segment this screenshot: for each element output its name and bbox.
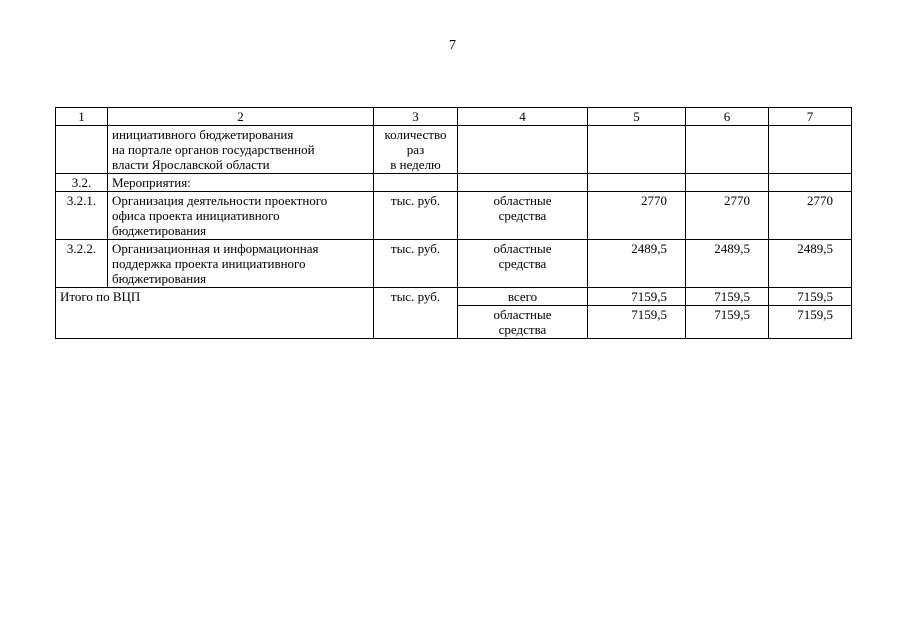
total-all-col-5: 7159,5 bbox=[588, 288, 686, 306]
cell-empty bbox=[56, 126, 108, 174]
cell-empty bbox=[588, 126, 686, 174]
row-number: 3.2.1. bbox=[56, 192, 108, 240]
value-col-6: 2489,5 bbox=[686, 240, 769, 288]
header-cell-7: 7 bbox=[769, 108, 852, 126]
value-col-5: 2489,5 bbox=[588, 240, 686, 288]
cell-empty bbox=[769, 126, 852, 174]
cell-empty bbox=[458, 174, 588, 192]
row-title: Организация деятельности проектного офиса проекта инициативного бюджетирования bbox=[108, 192, 374, 240]
cell-empty bbox=[686, 126, 769, 174]
total-regional-col-6: 7159,5 bbox=[686, 306, 769, 339]
total-unit: тыс. руб. bbox=[374, 288, 458, 339]
header-cell-1: 1 bbox=[56, 108, 108, 126]
table-header-row bbox=[56, 108, 852, 126]
total-regional-col-7: 7159,5 bbox=[769, 306, 852, 339]
table-row-3-2 bbox=[56, 174, 852, 192]
row-title: Организационная и информационная поддержка проекта инициативного бюджетирования bbox=[108, 240, 374, 288]
value-col-5: 2770 bbox=[588, 192, 686, 240]
row-funding-source: областные средства bbox=[458, 240, 588, 288]
header-cell-6: 6 bbox=[686, 108, 769, 126]
row-funding-source: областные средства bbox=[458, 192, 588, 240]
header-cell-3: 3 bbox=[374, 108, 458, 126]
row-title: Мероприятия: bbox=[108, 174, 374, 192]
total-regional-col-5: 7159,5 bbox=[588, 306, 686, 339]
value-col-7: 2770 bbox=[769, 192, 852, 240]
cell-empty bbox=[458, 126, 588, 174]
total-label: Итого по ВЦП bbox=[56, 288, 374, 339]
cell-empty bbox=[769, 174, 852, 192]
continuation-description: инициативного бюджетирования на портале органов государственной власти Ярославской области bbox=[108, 126, 374, 174]
table-row-3-2-1 bbox=[56, 192, 852, 240]
table-row-continuation bbox=[56, 126, 852, 174]
value-col-7: 2489,5 bbox=[769, 240, 852, 288]
total-all-label: всего bbox=[458, 288, 588, 306]
cell-empty bbox=[588, 174, 686, 192]
continuation-unit: количество раз в неделю bbox=[374, 126, 458, 174]
page-number: 7 bbox=[449, 38, 456, 53]
header-cell-5: 5 bbox=[588, 108, 686, 126]
row-unit: тыс. руб. bbox=[374, 192, 458, 240]
header-cell-2: 2 bbox=[108, 108, 374, 126]
cell-empty bbox=[686, 174, 769, 192]
cell-empty bbox=[374, 174, 458, 192]
row-unit: тыс. руб. bbox=[374, 240, 458, 288]
total-regional-label: областные средства bbox=[458, 306, 588, 339]
budget-table bbox=[55, 107, 852, 339]
total-all-col-6: 7159,5 bbox=[686, 288, 769, 306]
table-row-3-2-2 bbox=[56, 240, 852, 288]
table-row-total bbox=[56, 288, 852, 306]
total-all-col-7: 7159,5 bbox=[769, 288, 852, 306]
row-number: 3.2. bbox=[56, 174, 108, 192]
header-cell-4: 4 bbox=[458, 108, 588, 126]
value-col-6: 2770 bbox=[686, 192, 769, 240]
row-number: 3.2.2. bbox=[56, 240, 108, 288]
